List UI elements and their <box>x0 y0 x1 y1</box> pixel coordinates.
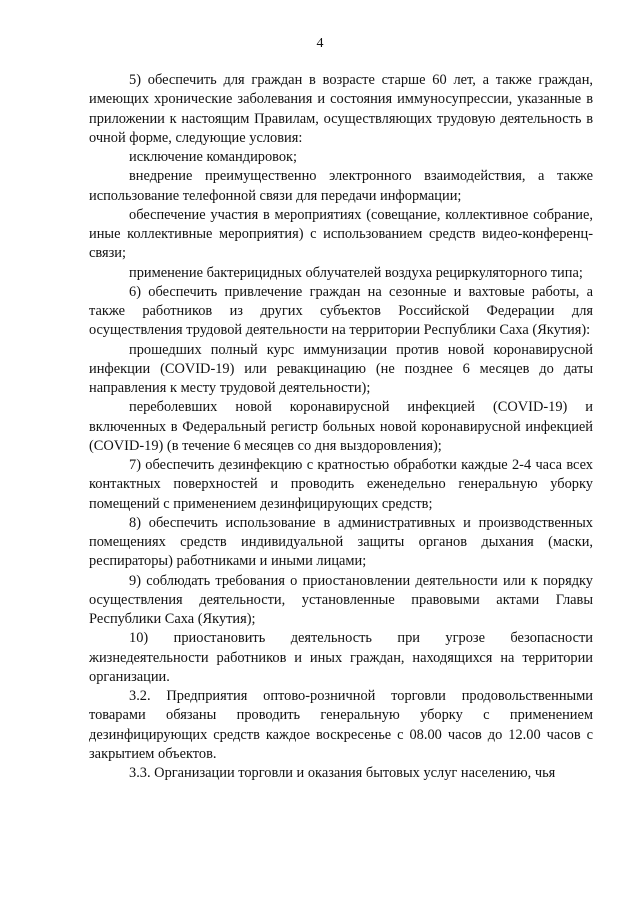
paragraph-section-3-2: 3.2. Предприятия оптово-розничной торговли продовольственными товарами обязаны проводить генеральную уборку с применением дезинфицирующих средств каждое воскресенье с 08.00 часов до 12.00 часов с закрытием объектов. <box>89 688 593 762</box>
page-number: 4 <box>316 36 324 51</box>
paragraph-immunized: прошедших полный курс иммунизации против новой коронавирусной инфекции (COVID-19) или ревакцинацию (не позднее 6 месяцев до даты направления к месту трудовой деятельности); <box>89 341 593 396</box>
paragraph-item-9: 9) соблюдать требования о приостановлении деятельности или к порядку осуществления деятельности, установленные правовыми актами Главы Республики Саха (Якутия); <box>89 572 593 627</box>
paragraph-item-8: 8) обеспечить использование в административных и производственных помещениях средств индивидуальной защиты органов дыхания (маски, респираторы) работниками и иными лицами; <box>89 514 593 570</box>
paragraph-item-6: 6) обеспечить привлечение граждан на сезонные и вахтовые работы, а также работников из других субъектов Российской Федерации для осуществления трудовой деятельности на территории Республики Саха (Якутия): <box>89 283 593 339</box>
document-body <box>89 71 593 783</box>
paragraph-item-7: 7) обеспечить дезинфекцию с кратностью обработки каждые 2-4 часа всех контактных поверхностей и проводить еженедельно генеральную уборку помещений с применением дезинфицирующих средств; <box>89 457 593 512</box>
paragraph-section-3-3: 3.3. Организации торговли и оказания бытовых услуг населению, чья <box>129 765 556 781</box>
paragraph-item-10: 10) приостановить деятельность при угрозе безопасности жизнедеятельности работников и иных граждан, находящихся на территории организации. <box>89 630 593 685</box>
paragraph-recovered: переболевших новой коронавирусной инфекцией (COVID-19) и включенных в Федеральный регистр больных новой коронавирусной инфекцией (COVID-19) (в течение 6 месяцев со дня выздоровления); <box>89 399 593 454</box>
paragraph-electronic-interaction: внедрение преимущественно электронного взаимодействия, а также использование телефонной связи для передачи информации; <box>89 168 593 204</box>
paragraph-item-5: 5) обеспечить для граждан в возрасте старше 60 лет, а также граждан, имеющих хронические заболевания и состояния иммуносупрессии, указанные в приложении к настоящим Правилам, осуществляющих трудовую деятельность в очной форме, следующие условия: <box>89 72 593 146</box>
paragraph-bactericidal-irradiators: применение бактерицидных облучателей воздуха рециркуляторного типа; <box>129 264 583 281</box>
paragraph-no-business-trips: исключение командировок; <box>129 149 298 165</box>
paragraph-videoconference: обеспечение участия в мероприятиях (совещание, коллективное собрание, иные коллективные мероприятия) с использованием средств видео-конференц-связи; <box>89 206 593 262</box>
